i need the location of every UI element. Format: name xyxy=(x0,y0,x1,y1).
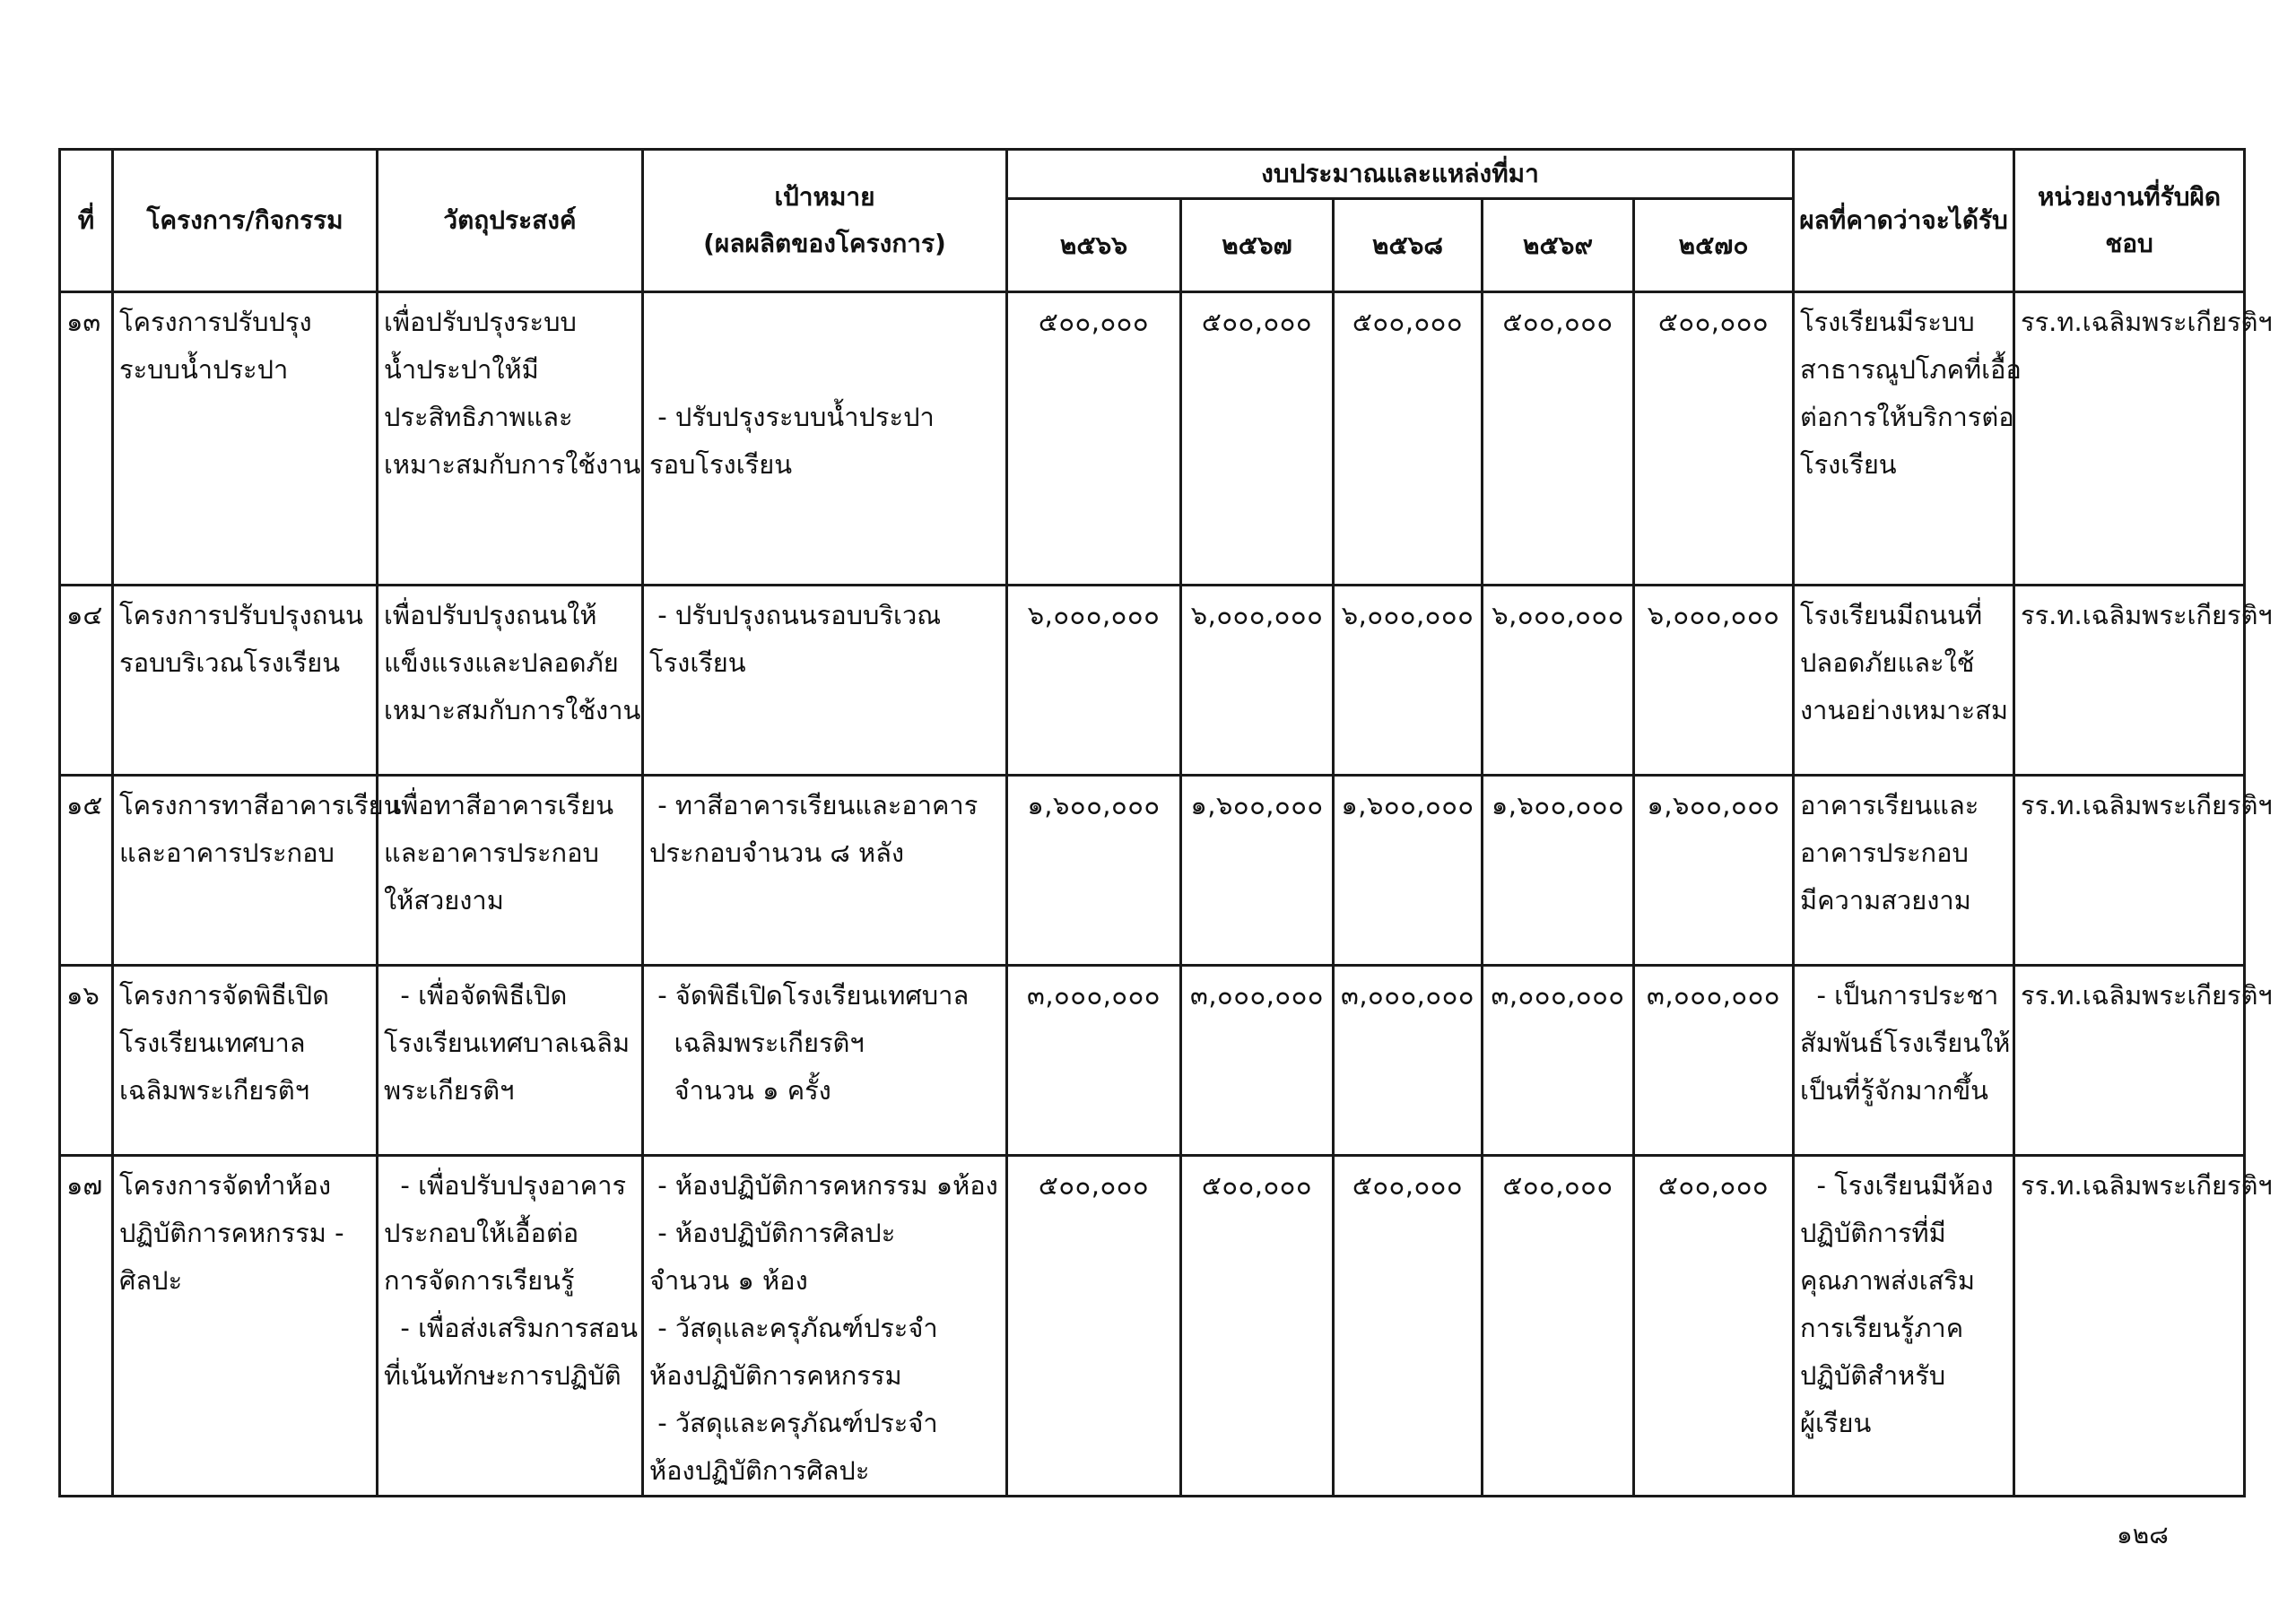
table-row xyxy=(60,776,2245,966)
row-no: ๑๕ xyxy=(60,776,113,966)
row-expected: โรงเรียนมีถนนที่ ปลอดภัยและใช้ งานอย่างเหมาะสม xyxy=(1794,586,2014,776)
row-objective: เพื่อทาสีอาคารเรียน และอาคารประกอบ ให้สวยงาม xyxy=(378,776,643,966)
row-budget: ๑,๖๐๐,๐๐๐ xyxy=(1634,776,1794,966)
row-budget: ๕๐๐,๐๐๐ xyxy=(1181,292,1334,586)
row-objective: - เพื่อปรับปรุงอาคาร ประกอบให้เอื้อต่อ การจัดการเรียนรู้ - เพื่อส่งเสริมการสอน ที่เน้นทักษะการปฏิบัติ xyxy=(378,1156,643,1497)
header-target-line2: (ผลผลิตของโครงการ) xyxy=(703,229,946,258)
page-number: ๑๒๘ xyxy=(2117,1520,2169,1549)
row-project: โครงการจัดพิธีเปิด โรงเรียนเทศบาล เฉลิมพระเกียรติฯ xyxy=(113,966,378,1156)
row-objective: เพื่อปรับปรุงถนนให้ แข็งแรงและปลอดภัย เหมาะสมกับการใช้งาน xyxy=(378,586,643,776)
row-objective: - เพื่อจัดพิธีเปิด โรงเรียนเทศบาลเฉลิม พระเกียรติฯ xyxy=(378,966,643,1156)
header-year: ๒๕๗๐ xyxy=(1634,199,1794,292)
row-responsible: รร.ท.เฉลิมพระเกียรติฯ xyxy=(2014,966,2245,1156)
row-expected: อาคารเรียนและ อาคารประกอบ มีความสวยงาม xyxy=(1794,776,2014,966)
row-budget: ๕๐๐,๐๐๐ xyxy=(1334,292,1483,586)
row-budget: ๕๐๐,๐๐๐ xyxy=(1634,292,1794,586)
header-no: ที่ xyxy=(60,150,113,292)
row-budget: ๖,๐๐๐,๐๐๐ xyxy=(1007,586,1181,776)
header-project: โครงการ/กิจกรรม xyxy=(113,150,378,292)
header-year: ๒๕๖๘ xyxy=(1334,199,1483,292)
header-objective: วัตถุประสงค์ xyxy=(378,150,643,292)
row-no: ๑๓ xyxy=(60,292,113,586)
header-year: ๒๕๖๙ xyxy=(1483,199,1634,292)
row-budget: ๓,๐๐๐,๐๐๐ xyxy=(1181,966,1334,1156)
row-budget: ๕๐๐,๐๐๐ xyxy=(1634,1156,1794,1497)
table-row xyxy=(60,292,2245,586)
header-target xyxy=(643,150,1007,292)
table-row xyxy=(60,586,2245,776)
row-project: โครงการปรับปรุงถนน รอบบริเวณโรงเรียน xyxy=(113,586,378,776)
row-expected: โรงเรียนมีระบบ สาธารณูปโภคที่เอื้อ ต่อการให้บริการต่อ โรงเรียน xyxy=(1794,292,2014,586)
row-target: - ห้องปฏิบัติการคหกรรม ๑ห้อง - ห้องปฏิบัติการศิลปะ จำนวน ๑ ห้อง - วัสดุและครุภัณฑ์ประจำ ห้องปฏิบัติการคหกรรม - วัสดุและครุภัณฑ์ประจำ ห้องปฏิบัติการศิลปะ xyxy=(643,1156,1007,1497)
row-project: โครงการทาสีอาคารเรียน และอาคารประกอบ xyxy=(113,776,378,966)
row-responsible: รร.ท.เฉลิมพระเกียรติฯ xyxy=(2014,776,2245,966)
row-budget: ๕๐๐,๐๐๐ xyxy=(1334,1156,1483,1497)
row-budget: ๑,๖๐๐,๐๐๐ xyxy=(1007,776,1181,966)
header-target-line1: เป้าหมาย xyxy=(774,182,875,212)
row-budget: ๓,๐๐๐,๐๐๐ xyxy=(1483,966,1634,1156)
row-budget: ๖,๐๐๐,๐๐๐ xyxy=(1334,586,1483,776)
row-objective: เพื่อปรับปรุงระบบ น้ำประปาให้มี ประสิทธิภาพและ เหมาะสมกับการใช้งาน xyxy=(378,292,643,586)
row-no: ๑๖ xyxy=(60,966,113,1156)
row-budget: ๑,๖๐๐,๐๐๐ xyxy=(1334,776,1483,966)
header-year: ๒๕๖๗ xyxy=(1181,199,1334,292)
row-budget: ๖,๐๐๐,๐๐๐ xyxy=(1181,586,1334,776)
header-budget: งบประมาณและแหล่งที่มา xyxy=(1007,150,1794,199)
row-budget: ๖,๐๐๐,๐๐๐ xyxy=(1634,586,1794,776)
header-year: ๒๕๖๖ xyxy=(1007,199,1181,292)
table-row xyxy=(60,966,2245,1156)
header-responsible: หน่วยงานที่รับผิดชอบ xyxy=(2014,150,2245,292)
row-budget: ๕๐๐,๐๐๐ xyxy=(1007,1156,1181,1497)
row-budget: ๕๐๐,๐๐๐ xyxy=(1007,292,1181,586)
row-no: ๑๔ xyxy=(60,586,113,776)
row-project: โครงการจัดทำห้อง ปฏิบัติการคหกรรม - ศิลปะ xyxy=(113,1156,378,1497)
row-budget: ๓,๐๐๐,๐๐๐ xyxy=(1007,966,1181,1156)
row-expected: - เป็นการประชา สัมพันธ์โรงเรียนให้ เป็นที่รู้จักมากขึ้น xyxy=(1794,966,2014,1156)
row-budget: ๓,๐๐๐,๐๐๐ xyxy=(1334,966,1483,1156)
row-expected: - โรงเรียนมีห้อง ปฏิบัติการที่มี คุณภาพส่งเสริม การเรียนรู้ภาค ปฏิบัติสำหรับ ผู้เรียน xyxy=(1794,1156,2014,1497)
row-responsible: รร.ท.เฉลิมพระเกียรติฯ xyxy=(2014,1156,2245,1497)
row-budget: ๕๐๐,๐๐๐ xyxy=(1483,1156,1634,1497)
row-no: ๑๗ xyxy=(60,1156,113,1497)
row-budget: ๑,๖๐๐,๐๐๐ xyxy=(1181,776,1334,966)
table-row xyxy=(60,1156,2245,1497)
row-target: - ปรับปรุงถนนรอบบริเวณ โรงเรียน xyxy=(643,586,1007,776)
row-responsible: รร.ท.เฉลิมพระเกียรติฯ xyxy=(2014,586,2245,776)
row-budget: ๕๐๐,๐๐๐ xyxy=(1483,292,1634,586)
row-target: - ทาสีอาคารเรียนและอาคาร ประกอบจำนวน ๘ หลัง xyxy=(643,776,1007,966)
row-target: - จัดพิธีเปิดโรงเรียนเทศบาล เฉลิมพระเกียรติฯ จำนวน ๑ ครั้ง xyxy=(643,966,1007,1156)
header-expected: ผลที่คาดว่าจะได้รับ xyxy=(1794,150,2014,292)
row-target: - ปรับปรุงระบบน้ำประปา รอบโรงเรียน xyxy=(643,292,1007,586)
row-budget: ๑,๖๐๐,๐๐๐ xyxy=(1483,776,1634,966)
row-budget: ๓,๐๐๐,๐๐๐ xyxy=(1634,966,1794,1156)
row-budget: ๖,๐๐๐,๐๐๐ xyxy=(1483,586,1634,776)
plan-table xyxy=(58,148,2273,1497)
row-budget: ๕๐๐,๐๐๐ xyxy=(1181,1156,1334,1497)
row-responsible: รร.ท.เฉลิมพระเกียรติฯ xyxy=(2014,292,2245,586)
row-project: โครงการปรับปรุง ระบบน้ำประปา xyxy=(113,292,378,586)
